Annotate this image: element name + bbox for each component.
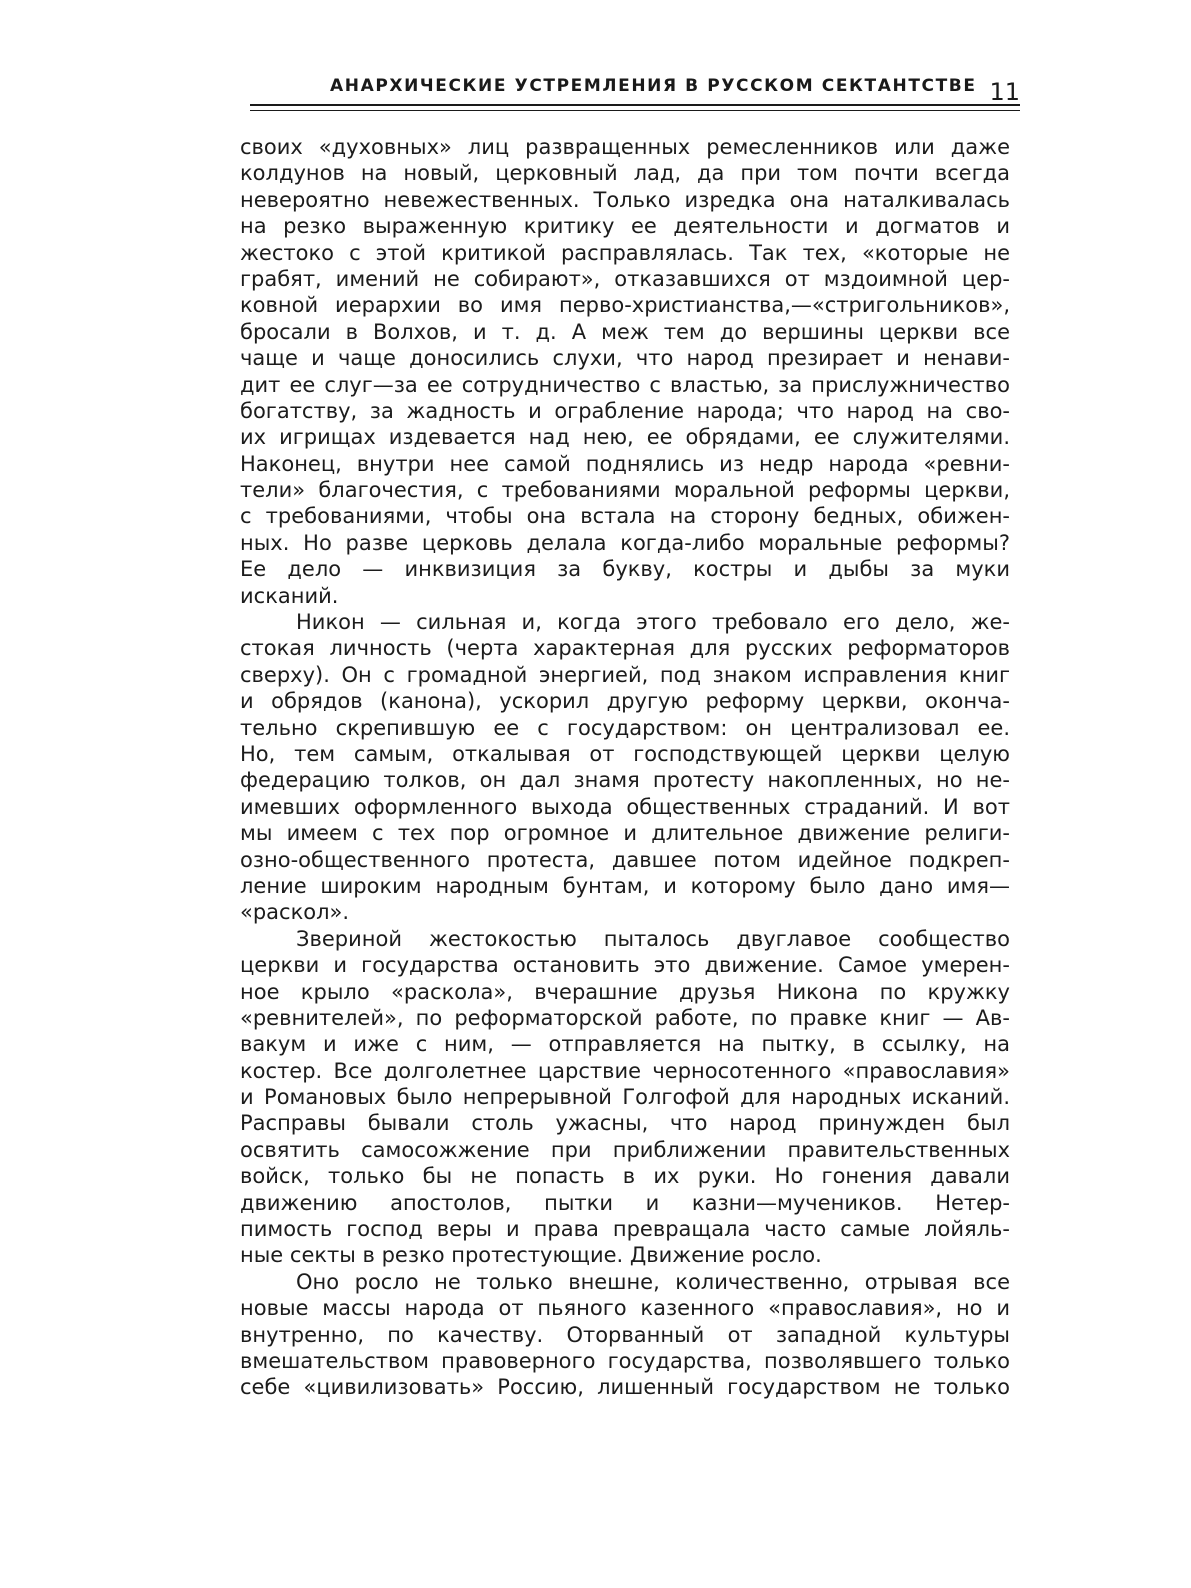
text-line: тели» благочестия, с требованиями моральной реформы церкви, bbox=[240, 478, 1010, 503]
text-line: движению апостолов, пытки и казни—мучеников. Нетер- bbox=[240, 1190, 1010, 1215]
text-line: их игрищах издевается над нею, ее обрядами, ее служителями. bbox=[240, 425, 1010, 450]
text-line: Оно росло не только внешне, количественно, отрывая все bbox=[296, 1269, 1010, 1294]
text-line: колдунов на новый, церковный лад, да при том почти всегда bbox=[240, 161, 1010, 186]
paragraph bbox=[240, 134, 1010, 609]
text-line: исканий. bbox=[240, 583, 339, 608]
text-line: невероятно невежественных. Только изредка она наталкивалась bbox=[240, 187, 1010, 212]
text-line: ное крыло «раскола», вчерашние друзья Никона по кружку bbox=[240, 979, 1010, 1004]
text-line: стокая личность (черта характерная для русских реформаторов bbox=[240, 636, 1010, 661]
text-line: федерацию толков, он дал знамя протесту накопленных, но не- bbox=[240, 768, 1010, 793]
text-line: ные секты в резко протестующие. Движение росло. bbox=[240, 1243, 822, 1268]
text-line: Никон — сильная и, когда этого требовало его дело, же- bbox=[296, 610, 1010, 635]
running-title: АНАРХИЧЕСКИЕ УСТРЕМЛЕНИЯ В РУССКОМ СЕКТАНТСТВЕ bbox=[330, 76, 977, 96]
text-line: ковной иерархии во имя перво-христианства,—«стригольников», bbox=[240, 293, 1010, 318]
paragraph bbox=[240, 609, 1010, 926]
text-line: мы имеем с тех пор огромное и длительное движение религи- bbox=[240, 821, 1010, 846]
text-line: Ее дело — инквизиция за букву, костры и дыбы за муки bbox=[240, 557, 1010, 582]
text-line: Звериной жестокостью пыталось двуглавое сообщество bbox=[296, 926, 1010, 951]
text-line: «ревнителей», по реформаторской работе, по правке книг — Ав- bbox=[240, 1005, 1010, 1030]
paragraph bbox=[240, 926, 1010, 1269]
text-line: бросали в Волхов, и т. д. А меж тем до вершины церкви все bbox=[240, 319, 1010, 344]
text-line: на резко выраженную критику ее деятельности и догматов и bbox=[240, 214, 1010, 239]
header-rule-thin bbox=[250, 110, 1020, 111]
text-line: и Романовых было непрерывной Голгофой для народных исканий. bbox=[240, 1085, 1010, 1110]
text-line: костер. Все долголетнее царствие черносотенного «православия» bbox=[240, 1058, 1010, 1083]
text-line: себе «цивилизовать» Россию, лишенный государством не только bbox=[240, 1375, 1010, 1400]
text-line: с требованиями, чтобы она встала на сторону бедных, обижен- bbox=[240, 504, 1010, 529]
text-line: грабят, имений не собирают», отказавшихся от мздоимной цер- bbox=[240, 266, 1010, 291]
text-line: «раскол». bbox=[240, 900, 350, 925]
text-line: имевших оформленного выхода общественных страданий. И вот bbox=[240, 794, 1010, 819]
text-line: пимость господ веры и права превращала часто самые лойяль- bbox=[240, 1217, 1010, 1242]
text-line: вмешательством правоверного государства, позволявшего только bbox=[240, 1348, 1010, 1373]
text-line: Но, тем самым, откалывая от господствующей церкви целую bbox=[240, 741, 1010, 766]
text-line: дит ее слуг—за ее сотрудничество с властью, за прислужничество bbox=[240, 372, 1010, 397]
text-line: войск, только бы не попасть в их руки. Но гонения давали bbox=[240, 1164, 1010, 1189]
text-line: Расправы бывали столь ужасны, что народ принужден был bbox=[240, 1111, 1010, 1136]
text-line: ных. Но разве церковь делала когда-либо моральные реформы? bbox=[240, 530, 1010, 555]
page-number: 11 bbox=[989, 78, 1020, 106]
header-rule bbox=[250, 104, 1020, 106]
text-line: внутренно, по качеству. Оторванный от западной культуры bbox=[240, 1322, 1010, 1347]
text-line: новые массы народа от пьяного казенного «православия», но и bbox=[240, 1296, 1010, 1321]
text-line: богатству, за жадность и ограбление народа; что народ на сво- bbox=[240, 398, 1010, 423]
text-line: чаще и чаще доносились слухи, что народ презирает и ненави- bbox=[240, 346, 1010, 371]
text-line: озно-общественного протеста, давшее потом идейное подкреп- bbox=[240, 847, 1010, 872]
text-line: и обрядов (канона), ускорил другую реформу церкви, оконча- bbox=[240, 689, 1010, 714]
text-line: освятить самосожжение при приближении правительственных bbox=[240, 1137, 1010, 1162]
text-line: сверху). Он с громадной энергией, под знаком исправления книг bbox=[240, 662, 1010, 687]
text-line: ление широким народным бунтам, и которому было дано имя— bbox=[240, 873, 1010, 898]
text-line: вакум и иже с ним, — отправляется на пытку, в ссылку, на bbox=[240, 1032, 1010, 1057]
text-line: своих «духовных» лиц развращенных ремесленников или даже bbox=[240, 135, 1010, 159]
text-line: жестоко с этой критикой расправлялась. Так тех, «которые не bbox=[240, 240, 1010, 265]
text-line: Наконец, внутри нее самой поднялись из недр народа «ревни- bbox=[240, 451, 1010, 476]
text-line: тельно скрепившую ее с государством: он централизовал ее. bbox=[240, 715, 1010, 740]
text-line: церкви и государства остановить это движение. Самое умерен- bbox=[240, 953, 1010, 978]
running-head bbox=[250, 72, 1020, 104]
paragraph bbox=[240, 1269, 1010, 1401]
body-text bbox=[240, 134, 1010, 1401]
